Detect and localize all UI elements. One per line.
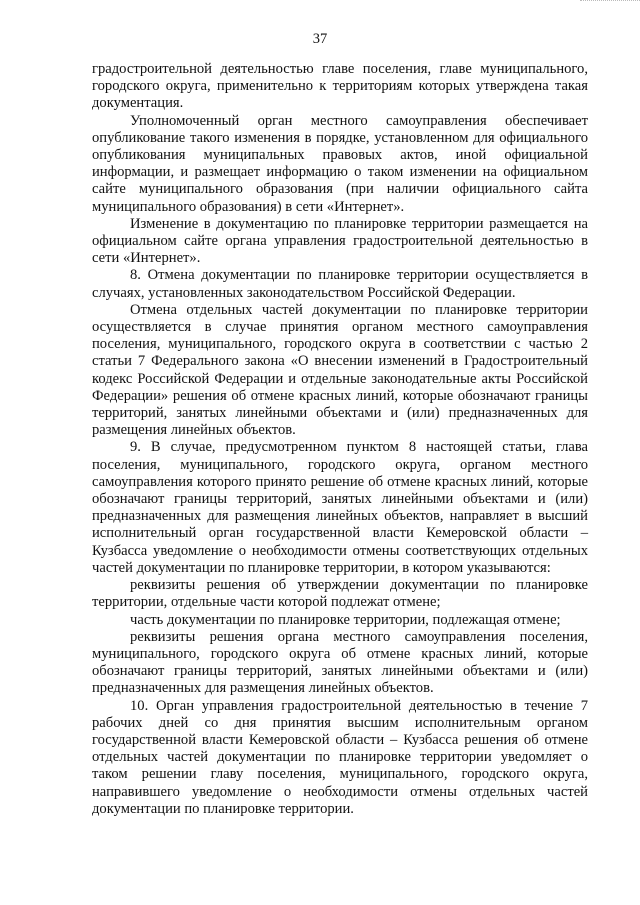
paragraph-item-8: 8. Отмена документации по планировке территории осуществляется в случаях, установленных законодательством Российской Федерации. [92, 267, 588, 301]
page-number: 37 [312, 31, 328, 47]
paragraph-part-to-cancel: часть документации по планировке территории, подлежащая отмене; [130, 611, 561, 628]
paragraph-continuation: градостроительной деятельностью главе поселения, главе муниципального, городского округа, применительно к территориям которых утверждена такая документация. [92, 61, 588, 112]
paragraph-decision-details: реквизиты решения об утверждении документации по планировке территории, отдельные части которой подлежат отмене; [92, 577, 588, 611]
paragraph-item-9: 9. В случае, предусмотренном пунктом 8 настоящей статьи, глава поселения, муниципального, городского округа, органом местного самоуправления которого принято решение об отмене красных линий, которые обозначают границы территорий, занятых линейными объектами и (или) предназначенных для размещения линейных объектов, направляет в высший исполнительный орган государственной власти Кемеровской области – Кузбасса уведомление о необходимости отмены соответствующих отдельных частей документации по планировке территории, в котором указываются: [92, 439, 588, 576]
paragraph-publication: Уполномоченный орган местного самоуправления обеспечивает опубликование такого изменения в порядке, установленном для официального опубликования муниципальных правовых актов, иной официальной информации, и размещает информацию о таком изменении на официальном сайте муниципального образования (при наличии официального сайта муниципального образования) в сети «Интернет». [92, 112, 588, 215]
paragraph-partial-cancellation: Отмена отдельных частей документации по планировке территории осуществляется в случае принятия органом местного самоуправления поселения, муниципального, городского округа в соответствии с частью 2 статьи 7 Федерального закона «О внесении изменений в Градостроительный кодекс Российской Федерации и отдельные законодательные акты Российской Федерации» решения об отмене красных линий, которые обозначают границы территорий, занятых линейными объектами и (или) предназначенных для размещения линейных объектов. [92, 301, 588, 439]
paragraph-item-10: 10. Орган управления градостроительной деятельностью в течение 7 рабочих дней со дня принятия высшим исполнительным органом государственной власти Кемеровской области – Кузбасса решения об отмене отдельных частей документации по планировке территории уведомляет о таком решении главу поселения, муниципального, городского округа, направившего уведомление о необходимости отмены отдельных частей документации по планировке территории. [92, 697, 588, 817]
paragraph-local-decision-details: реквизиты решения органа местного самоуправления поселения, муниципального, городского округа об отмене красных линий, которые обозначают границы территорий, занятых линейными объектами и (или) предназначенных для размещения линейных объектов. [92, 628, 588, 697]
scan-edge-mark [580, 0, 640, 5]
paragraph-website-posting: Изменение в документацию по планировке территории размещается на официальном сайте органа управления градостроительной деятельностью в сети «Интернет». [92, 215, 588, 267]
document-body [92, 61, 588, 818]
